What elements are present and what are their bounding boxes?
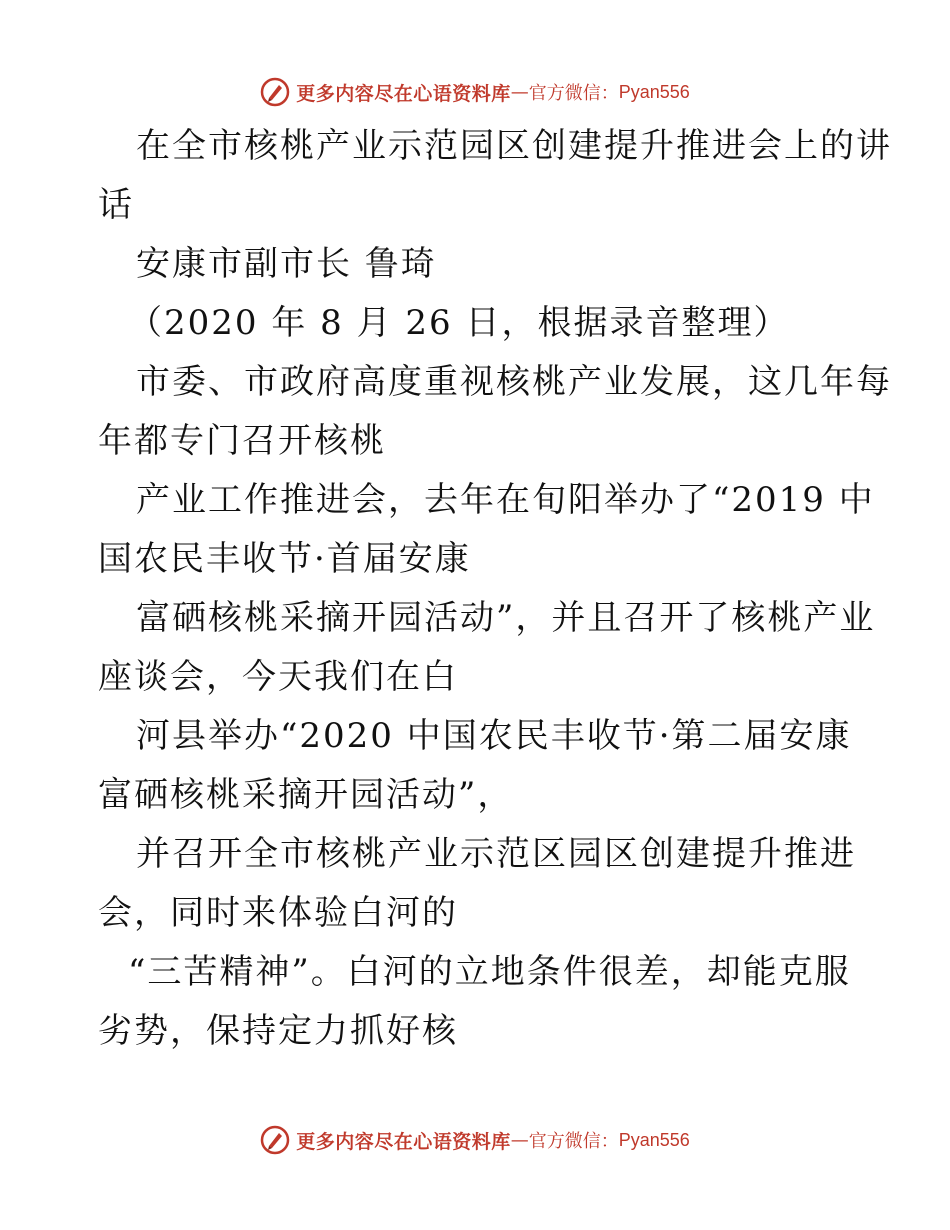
document-body	[98, 117, 892, 1061]
watermark-separator: —	[510, 81, 529, 103]
paragraph-line: 产业工作推进会，去年在旬阳举办了“2019 中	[136, 480, 875, 520]
watermark-id: Pyan556	[618, 81, 690, 102]
footer-watermark	[0, 1120, 950, 1160]
watermark-label: 官方微信：	[528, 1131, 619, 1152]
date-line: （2020 年 8 月 26 日，根据录音整理）	[128, 303, 790, 343]
paragraph-line: 座谈会，今天我们在白	[98, 657, 458, 697]
paragraph-line: 会，同时来体验白河的	[98, 893, 458, 933]
pen-logo-icon	[260, 77, 290, 107]
header-watermark	[0, 72, 950, 112]
paragraph-line: “三苦精神”。白河的立地条件很差，却能克服	[128, 952, 851, 992]
paragraph-line: 劣势，保持定力抓好核	[98, 1011, 458, 1051]
paragraph-line: 市委、市政府高度重视核桃产业发展，这几年每	[136, 362, 892, 402]
paragraph-line: 富硒核桃采摘开园活动”，	[98, 775, 514, 815]
title-line-1: 在全市核桃产业示范园区创建提升推进会上的讲	[136, 126, 892, 166]
paragraph-line: 河县举办“2020 中国农民丰收节·第二届安康	[136, 716, 852, 756]
watermark-label: 官方微信：	[528, 83, 619, 104]
paragraph-line: 国农民丰收节·首届安康	[98, 539, 471, 579]
pen-logo-icon	[260, 1125, 290, 1155]
watermark-text: 更多内容尽在心语资料库	[296, 82, 511, 105]
watermark-text: 更多内容尽在心语资料库	[296, 1130, 511, 1153]
watermark-separator: —	[510, 1129, 529, 1151]
paragraph-line: 并召开全市核桃产业示范区园区创建提升推进	[136, 834, 856, 874]
title-line-2: 话	[98, 185, 134, 225]
paragraph-line: 富硒核桃采摘开园活动”，并且召开了核桃产业	[136, 598, 876, 638]
watermark-id: Pyan556	[618, 1129, 690, 1150]
speaker-line: 安康市副市长 鲁琦	[136, 244, 437, 284]
paragraph-line: 年都专门召开核桃	[98, 421, 386, 461]
